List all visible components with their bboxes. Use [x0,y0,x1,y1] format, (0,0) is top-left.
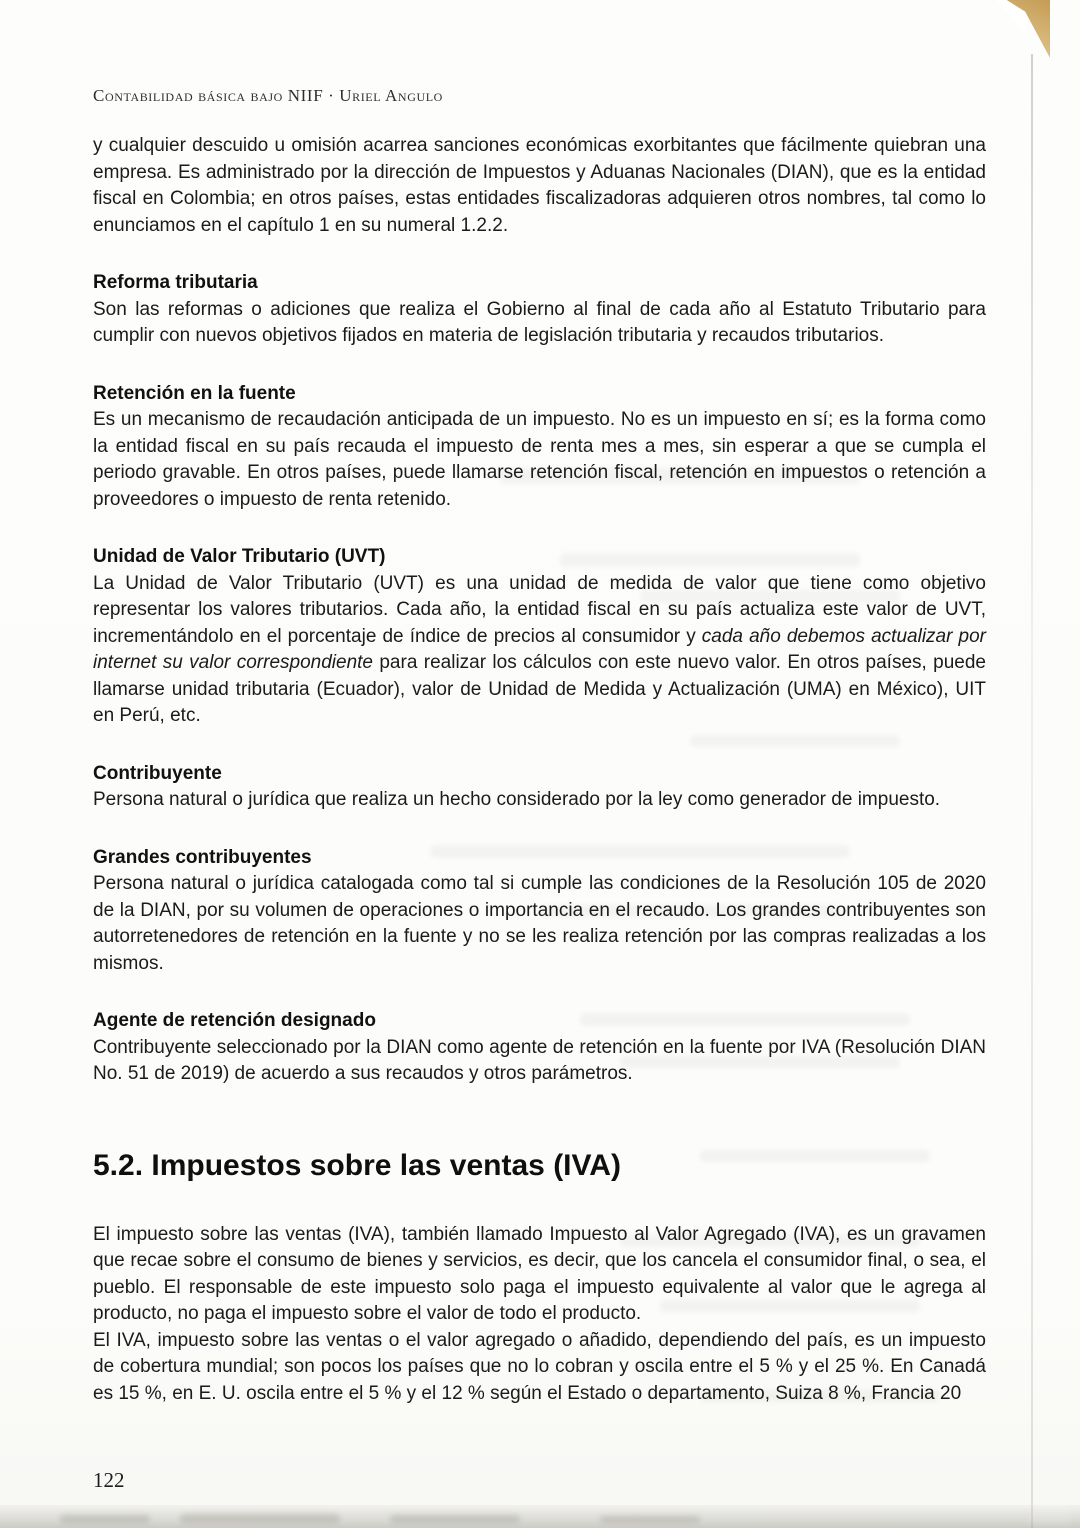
definition-title: Unidad de Valor Tributario (UVT) [93,546,386,567]
page-number: 122 [93,1468,125,1492]
section-contribuyente [93,761,986,814]
definition-body: Son las reformas o adiciones que realiza el Gobierno al final de cada año al Estatuto Tributario para cumplir con nuevos objetivos fijados en materia de legislación tributaria y recaudos tributarios. [93,298,986,346]
uvt-body-regular-1: La Unidad de Valor Tributario (UVT) es una unidad de medida de valor que tiene como objetivo representar los valores tributarios. Cada año, la entidad fiscal en su país actualiza este valor de UVT, incrementándolo en el porcentaje de índice de precios al consumidor y [93,572,986,647]
scan-smudge [1030,1507,1070,1525]
scan-smudge [180,1514,340,1523]
uvt-body-regular-2: para realizar los cálculos con este nuevo valor. En otros países, puede llamarse unidad tributaria (Ecuador), valor de Unidad de Medida y Actualización (UMA) en México), UIT en Perú, etc. [93,652,987,726]
scan-smudge [60,1515,150,1523]
section-grandes-contribuyentes [93,845,986,978]
page-content [93,86,986,1407]
definition-title: Contribuyente [93,762,222,784]
section-retencion-en-la-fuente [93,381,986,514]
section-agente-retencion [93,1008,986,1088]
definition-body: Contribuyente seleccionado por la DIAN como agente de retención en la fuente por IVA (Resolución DIAN No. 51 de 2019) de acuerdo a sus recaudos y otros parámetros. [93,1036,986,1084]
running-header: Contabilidad básica bajo NIIF · Uriel Angulo [93,86,443,105]
definition-title: Agente de retención designado [93,1010,376,1031]
iva-paragraph-2: El IVA, impuesto sobre las ventas o el valor agregado o añadido, dependiendo del país, es un impuesto de cobertura mundial; son pocos los países que no lo cobran y oscila entre el 5 % y el 25 %. En Canadá es 15 %, en E. U. oscila entre el 5 % y el 12 % según el Estado o departamento, Suiza 8 %, Francia 20 [93,1329,986,1404]
intro-paragraph: y cualquier descuido u omisión acarrea sanciones económicas exorbitantes que fácilmente quiebran una empresa. Es administrado por la dirección de Impuestos y Aduanas Nacionales (DIAN), que es la entidad fiscal en Colombia; en otros países, estas entidades fiscalizadoras adquieren otros nombres, tal como lo enunciamos en el capítulo 1 en su numeral 1.2.2. [93,135,986,236]
definition-title: Retención en la fuente [93,382,296,404]
bottom-page-edge [0,1505,1080,1528]
section-reforma-tributaria [93,270,986,350]
definition-body: Persona natural o jurídica catalogada como tal si cumple las condiciones de la Resolución 105 de 2020 de la DIAN, por su volumen de operaciones o importancia en el recaudo. Los grandes contribuyentes son autorretenedores de retención en la fuente y no se les realiza retención por las compras realizadas a los mismos. [93,873,986,974]
iva-paragraph-1: El impuesto sobre las ventas (IVA), también llamado Impuesto al Valor Agregado (IVA), es un gravamen que recae sobre el consumo de bienes y servicios, es decir, que los cancela el consumidor final, o sea, el pueblo. El responsable de este impuesto solo paga el impuesto equivalente al valor que le agrega al producto, no paga el impuesto sobre el valor de todo el producto. [93,1223,986,1324]
definition-body [93,571,986,730]
section-heading-5-2: 5.2. Impuestos sobre las ventas (IVA) [93,1148,621,1182]
section-uvt [93,544,986,730]
definition-body: Persona natural o jurídica que realiza un hecho considerado por la ley como generador de impuesto. [93,789,941,810]
definition-body: Es un mecanismo de recaudación anticipada de un impuesto. No es un impuesto en sí; es la forma como la entidad fiscal en su país recauda el impuesto de renta mes a mes, sin esperar a que se cumpla el periodo gravable. En otros países, puede llamarse retención fiscal, retención en impuestos o retención a proveedores o impuesto de renta retenido. [93,409,986,510]
scan-smudge [390,1515,520,1523]
definition-title: Reforma tributaria [93,272,258,293]
scan-smudge [600,1516,700,1523]
uvt-body-italic: cada año debemos actualizar por internet su valor correspondiente [93,625,986,673]
page-edge-line [1031,54,1033,1528]
definition-title: Grandes contribuyentes [93,846,312,868]
